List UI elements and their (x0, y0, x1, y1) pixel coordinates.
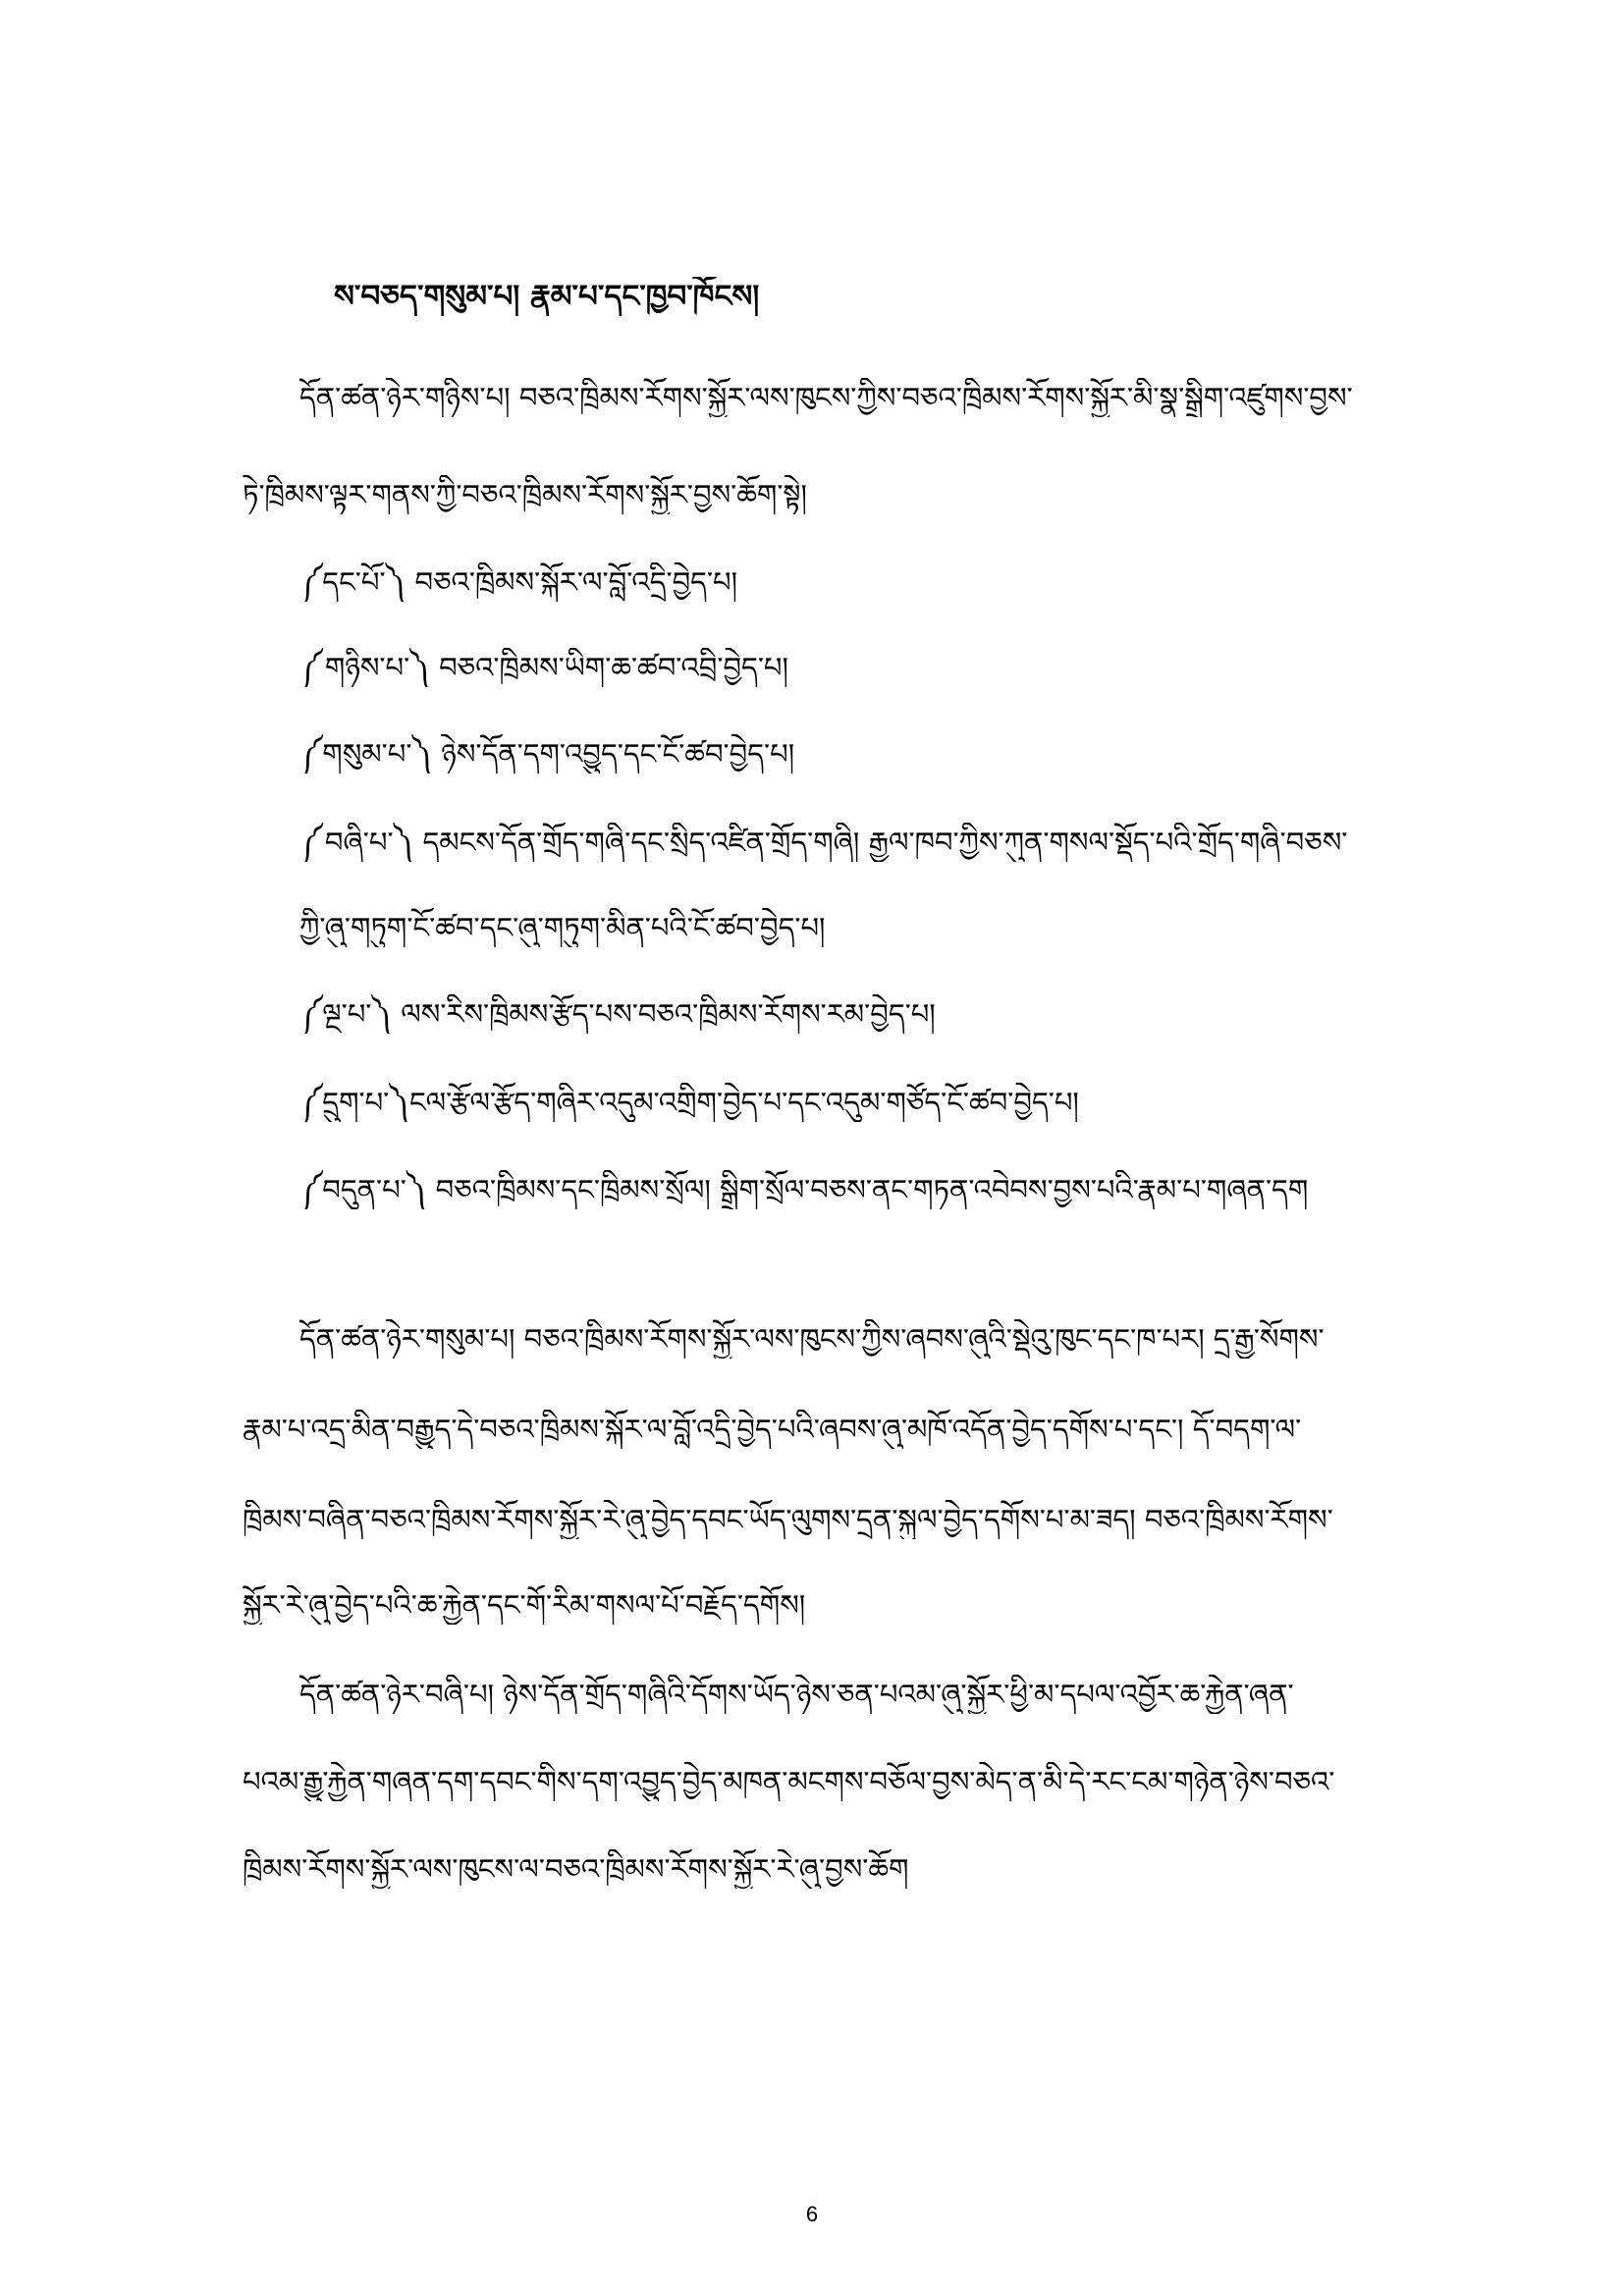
paragraph-3-line-3: ཁྲིམས་རོགས་སྐྱོར་ལས་ཁུངས་ལ་བཅའ་ཁྲིམས་རོགས་སྐྱོར་རེ་ཞུ་བྱས་ཆོག (243, 1852, 909, 1886)
paragraph-1-line-1: དོན་ཚན་ཉེར་གཉིས་པ། བཅའ་ཁྲིམས་རོགས་སྐྱོར་ལས་ཁུངས་ཀྱིས་བཅའ་ཁྲིམས་རོགས་སྐྱོར་མི་སྣ་སྒྲིག་འཛུགས་བྱས་ (299, 381, 1353, 414)
paragraph-2-line-1: དོན་ཚན་ཉེར་གསུམ་པ། བཅའ་ཁྲིམས་རོགས་སྐྱོར་ལས་ཁུངས་ཀྱིས་ཞབས་ཞུའི་སྡེའུ་ཁུང་དང་ཁ་པར། དྲ་རྒྱ་སོགས་ (299, 1322, 1325, 1356)
paragraph-2-line-2: རྣམ་པ་འདྲ་མིན་བརྒྱུད་དེ་བཅའ་ཁྲིམས་སྐོར་ལ་བློ་འདྲི་བྱེད་པའི་ཞབས་ཞུ་མཁོ་འདོན་བྱེད་དགོས་པ་དང་། དོ་བདག་ལ་ (243, 1413, 1302, 1446)
paragraph-2-line-4: སྐྱོར་རེ་ཞུ་བྱེད་པའི་ཆ་རྐྱེན་དང་གོ་རིམ་གསལ་པོ་བརྗོད་དགོས། (243, 1588, 806, 1622)
list-item-2: ༼གཉིས་པ་༽ བཅའ་ཁྲིམས་ཡིག་ཆ་ཚབ་འབྲི་བྱེད་པ། (299, 651, 788, 684)
paragraph-3-line-2: པའམ་རྒྱུ་རྐྱེན་གཞན་དག་དབང་གིས་དག་འབྱུད་བྱེད་མཁན་མངགས་བཅོལ་བྱས་མེད་ན་མི་དེ་རང་ངམ་གཉེན་ཉེས་བཅའ་ (243, 1765, 1335, 1798)
list-item-6: ༼དྲུག་པ་༽ངལ་རྩོལ་རྩོད་གཞིར་འདུམ་འགྲིག་བྱེད་པ་དང་འདུམ་གཙོད་ངོ་ཚབ་བྱེད་པ། (299, 1086, 1079, 1119)
list-item-4-line-1: ༼བཞི་པ་༽ དམངས་དོན་གྲོད་གཞི་དང་སྲིད་འཛིན་གྲོད་གཞི། རྒྱལ་ཁབ་ཀྱིས་ཀུན་གསལ་སྡོད་པའི་གྲོད་གཞི་བཅས་ (299, 826, 1348, 859)
list-item-5: ༼ལྔ་པ་༽ ལས་རིས་ཁྲིམས་རྩོད་པས་བཅའ་ཁྲིམས་རོགས་རམ་བྱེད་པ། (299, 997, 936, 1031)
list-item-7: ༼བདུན་པ་༽ བཅའ་ཁྲིམས་དང་ཁྲིམས་སྲོལ། སྒྲིག་སྲོལ་བཅས་ནང་གཏན་འབེབས་བྱས་པའི་རྣམ་པ་གཞན་དག (299, 1173, 1309, 1206)
page-number: 6 (805, 2202, 819, 2226)
section-heading: ས་བཅད་གསུམ་པ། རྣམ་པ་དང་ཁྱབ་ཁོངས། (334, 279, 760, 314)
paragraph-1-line-2: ཏེ་ཁྲིམས་ལྟར་གནས་ཀྱི་བཅའ་ཁྲིམས་རོགས་སྐྱོར་བྱས་ཆོག་སྟེ། (243, 478, 807, 511)
list-item-1: ༼དང་པོ་༽ བཅའ་ཁྲིམས་སྐོར་ལ་བློ་འདྲི་བྱེད་པ། (299, 565, 738, 599)
list-item-3: ༼གསུམ་པ་༽ ཉེས་དོན་དག་འབྱུད་དང་ངོ་ཚབ་བྱེད་པ། (299, 737, 795, 771)
list-item-4-line-2: ཀྱི་ཞུ་གཏུག་ངོ་ཚབ་དང་ཞུ་གཏུག་མིན་པའི་ངོ་ཚབ་བྱེད་པ། (299, 911, 826, 944)
paragraph-2-line-3: ཁྲིམས་བཞིན་བཅའ་ཁྲིམས་རོགས་སྐྱོར་རེ་ཞུ་བྱེད་དབང་ཡོད་ལུགས་དྲན་སྐུལ་བྱེད་དགོས་པ་མ་ཟད། བཅའ་ཁྲིམས་རོགས་ (243, 1503, 1333, 1536)
paragraph-3-line-1: དོན་ཚན་ཉེར་བཞི་པ། ཉེས་དོན་གྲོད་གཞིའི་དོགས་ཡོད་ཉེས་ཅན་པའམ་ཞུ་སྐྱོར་ཕྱི་མ་དཔལ་འབྱོར་ཆ་རྐྱེན་ཞན་ (299, 1678, 1294, 1711)
